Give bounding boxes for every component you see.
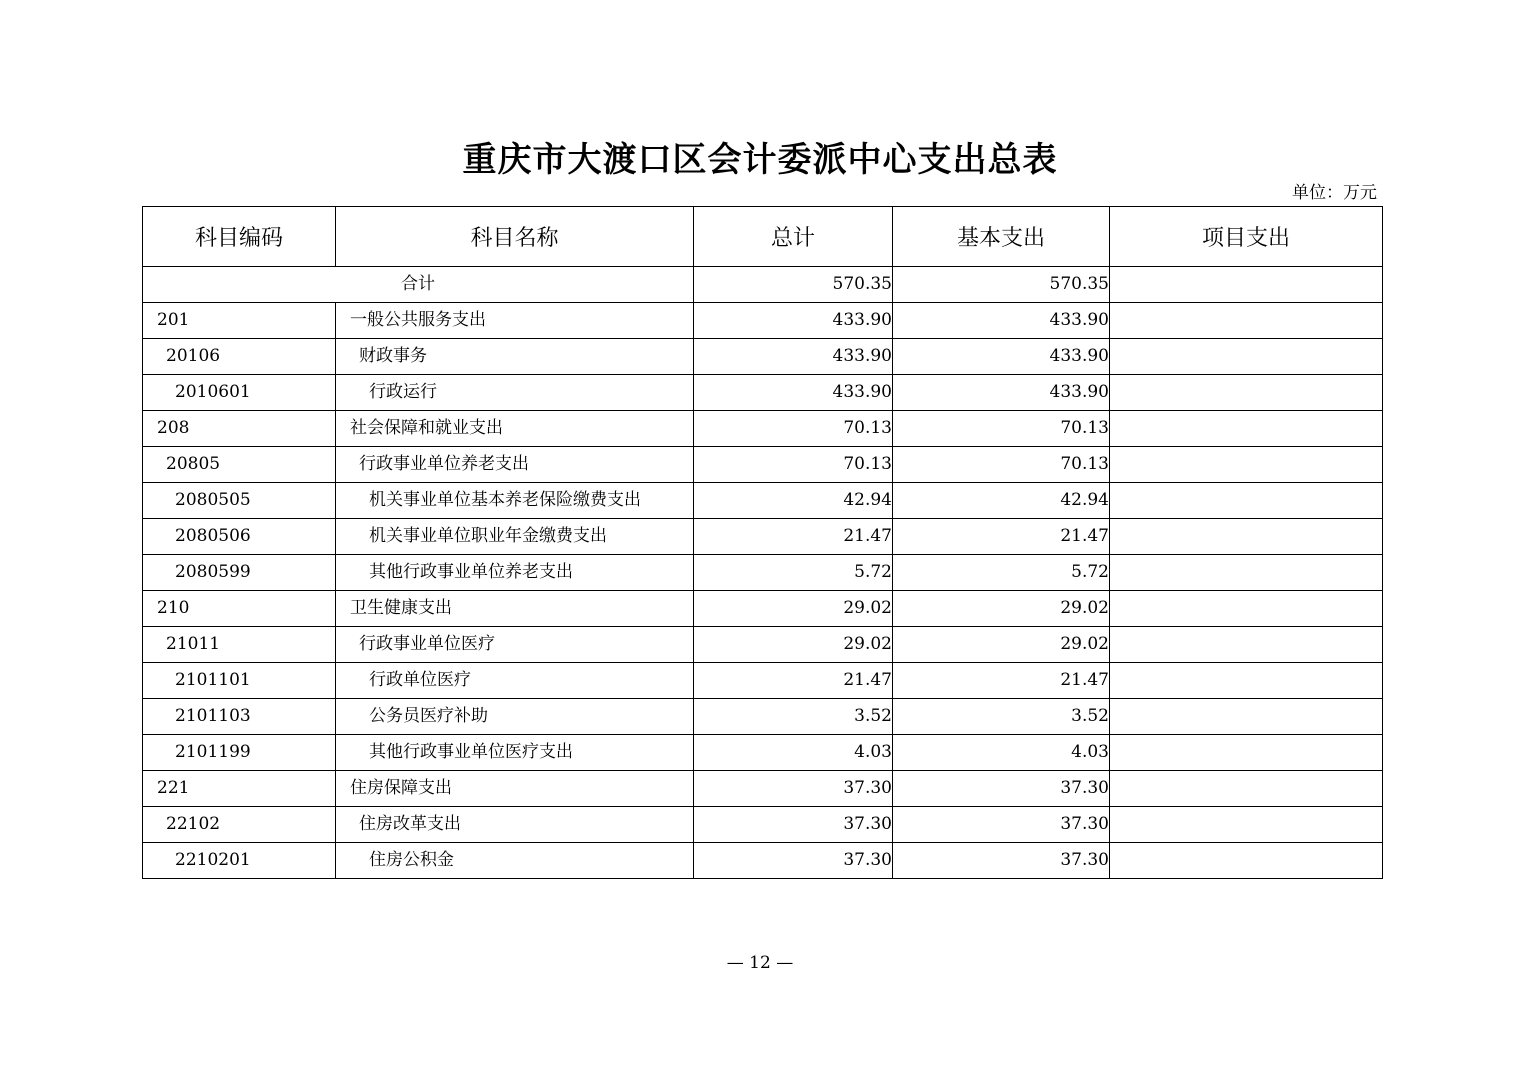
- total-label: 合计: [143, 267, 694, 303]
- cell-subject-name: 行政事业单位医疗: [336, 627, 694, 663]
- cell-project-expenditure: [1110, 735, 1383, 771]
- cell-subject-code: 210: [143, 591, 336, 627]
- cell-subject-code: 2080506: [143, 519, 336, 555]
- table-row: [143, 339, 1383, 375]
- cell-basic-expenditure: 21.47: [893, 663, 1110, 699]
- table-row: [143, 411, 1383, 447]
- cell-project-expenditure: [1110, 627, 1383, 663]
- cell-project-expenditure: [1110, 483, 1383, 519]
- table-header-row: [143, 207, 1383, 267]
- table-row: [143, 807, 1383, 843]
- cell-project-expenditure: [1110, 555, 1383, 591]
- cell-basic-expenditure: 37.30: [893, 807, 1110, 843]
- table-row: [143, 555, 1383, 591]
- table-row: [143, 519, 1383, 555]
- cell-basic-expenditure: 433.90: [893, 375, 1110, 411]
- cell-subject-code: 20805: [143, 447, 336, 483]
- table-row: [143, 699, 1383, 735]
- total-basic: 570.35: [893, 267, 1110, 303]
- cell-subject-code: 2010601: [143, 375, 336, 411]
- cell-subject-code: 208: [143, 411, 336, 447]
- cell-basic-expenditure: 433.90: [893, 339, 1110, 375]
- total-row: [143, 267, 1383, 303]
- cell-basic-expenditure: 5.72: [893, 555, 1110, 591]
- cell-subject-code: 221: [143, 771, 336, 807]
- cell-subject-name: 一般公共服务支出: [336, 303, 694, 339]
- cell-subject-code: 22102: [143, 807, 336, 843]
- cell-total: 433.90: [694, 375, 893, 411]
- cell-total: 70.13: [694, 411, 893, 447]
- cell-subject-code: 20106: [143, 339, 336, 375]
- cell-total: 433.90: [694, 339, 893, 375]
- cell-basic-expenditure: 70.13: [893, 411, 1110, 447]
- header-project-expenditure: 项目支出: [1110, 207, 1383, 267]
- table-row: [143, 483, 1383, 519]
- cell-total: 37.30: [694, 771, 893, 807]
- cell-subject-name: 财政事务: [336, 339, 694, 375]
- cell-total: 29.02: [694, 591, 893, 627]
- expenditure-table: [142, 206, 1383, 879]
- cell-subject-name: 住房公积金: [336, 843, 694, 879]
- table-row: [143, 843, 1383, 879]
- cell-subject-name: 机关事业单位职业年金缴费支出: [336, 519, 694, 555]
- cell-subject-code: 2080505: [143, 483, 336, 519]
- cell-total: 37.30: [694, 843, 893, 879]
- cell-subject-name: 机关事业单位基本养老保险缴费支出: [336, 483, 694, 519]
- cell-project-expenditure: [1110, 699, 1383, 735]
- total-project: [1110, 267, 1383, 303]
- cell-total: 3.52: [694, 699, 893, 735]
- cell-total: 37.30: [694, 807, 893, 843]
- cell-project-expenditure: [1110, 447, 1383, 483]
- cell-subject-name: 行政事业单位养老支出: [336, 447, 694, 483]
- cell-total: 5.72: [694, 555, 893, 591]
- cell-basic-expenditure: 29.02: [893, 591, 1110, 627]
- page-number: — 12 —: [726, 953, 794, 973]
- cell-subject-name: 其他行政事业单位医疗支出: [336, 735, 694, 771]
- cell-total: 21.47: [694, 663, 893, 699]
- cell-project-expenditure: [1110, 339, 1383, 375]
- cell-subject-name: 公务员医疗补助: [336, 699, 694, 735]
- cell-basic-expenditure: 21.47: [893, 519, 1110, 555]
- cell-project-expenditure: [1110, 663, 1383, 699]
- cell-project-expenditure: [1110, 519, 1383, 555]
- cell-subject-name: 行政运行: [336, 375, 694, 411]
- cell-subject-code: 21011: [143, 627, 336, 663]
- cell-total: 433.90: [694, 303, 893, 339]
- table-row: [143, 663, 1383, 699]
- unit-label: 单位：万元: [1292, 183, 1377, 203]
- total-total: 570.35: [694, 267, 893, 303]
- cell-project-expenditure: [1110, 771, 1383, 807]
- page-title: 重庆市大渡口区会计委派中心支出总表: [462, 140, 1058, 180]
- cell-project-expenditure: [1110, 375, 1383, 411]
- cell-total: 70.13: [694, 447, 893, 483]
- cell-subject-code: 2101101: [143, 663, 336, 699]
- cell-basic-expenditure: 3.52: [893, 699, 1110, 735]
- header-total: 总计: [694, 207, 893, 267]
- cell-project-expenditure: [1110, 411, 1383, 447]
- table-row: [143, 591, 1383, 627]
- cell-basic-expenditure: 433.90: [893, 303, 1110, 339]
- cell-basic-expenditure: 4.03: [893, 735, 1110, 771]
- table-row: [143, 375, 1383, 411]
- cell-subject-code: 2210201: [143, 843, 336, 879]
- header-subject-name: 科目名称: [336, 207, 694, 267]
- cell-subject-name: 行政单位医疗: [336, 663, 694, 699]
- cell-project-expenditure: [1110, 303, 1383, 339]
- table-row: [143, 771, 1383, 807]
- cell-total: 42.94: [694, 483, 893, 519]
- cell-basic-expenditure: 37.30: [893, 843, 1110, 879]
- cell-subject-name: 住房保障支出: [336, 771, 694, 807]
- cell-subject-code: 2080599: [143, 555, 336, 591]
- header-subject-code: 科目编码: [143, 207, 336, 267]
- cell-subject-name: 社会保障和就业支出: [336, 411, 694, 447]
- cell-subject-name: 住房改革支出: [336, 807, 694, 843]
- table-row: [143, 735, 1383, 771]
- header-basic-expenditure: 基本支出: [893, 207, 1110, 267]
- cell-project-expenditure: [1110, 807, 1383, 843]
- cell-subject-name: 其他行政事业单位养老支出: [336, 555, 694, 591]
- cell-total: 21.47: [694, 519, 893, 555]
- cell-subject-code: 2101199: [143, 735, 336, 771]
- table-row: [143, 447, 1383, 483]
- cell-total: 4.03: [694, 735, 893, 771]
- cell-subject-name: 卫生健康支出: [336, 591, 694, 627]
- cell-basic-expenditure: 29.02: [893, 627, 1110, 663]
- cell-basic-expenditure: 70.13: [893, 447, 1110, 483]
- cell-total: 29.02: [694, 627, 893, 663]
- cell-project-expenditure: [1110, 591, 1383, 627]
- cell-basic-expenditure: 42.94: [893, 483, 1110, 519]
- cell-basic-expenditure: 37.30: [893, 771, 1110, 807]
- cell-project-expenditure: [1110, 843, 1383, 879]
- cell-subject-code: 201: [143, 303, 336, 339]
- table-row: [143, 627, 1383, 663]
- cell-subject-code: 2101103: [143, 699, 336, 735]
- table-row: [143, 303, 1383, 339]
